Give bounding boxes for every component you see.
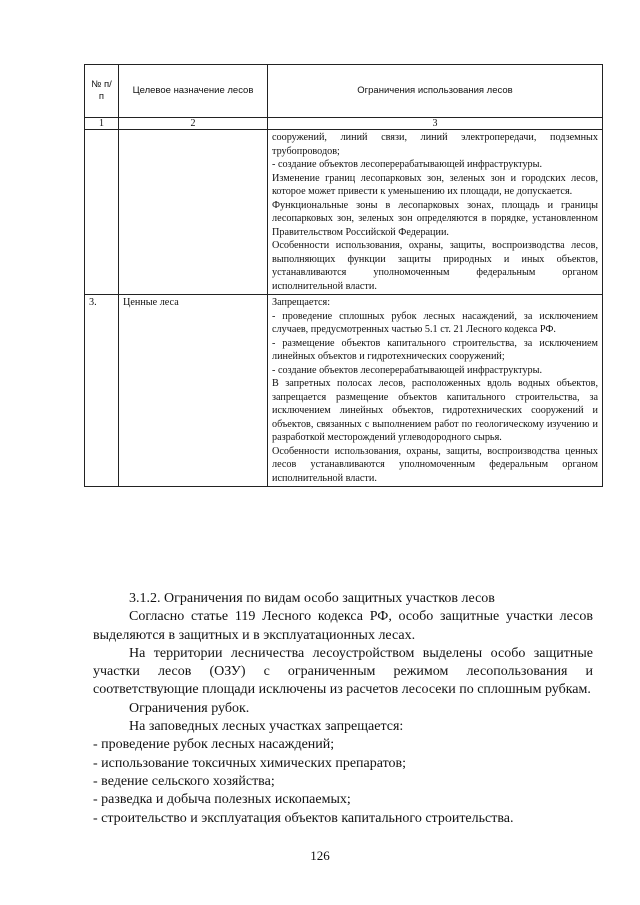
col-number: 1	[85, 118, 119, 130]
restriction-paragraph: Особенности использования, охраны, защиты, воспроизводства лесов, выполняющих функции защиты природных и иных объектов, устанавливаются уполномоченным федеральным органом исполнительной власти.	[272, 240, 598, 292]
page-number: 126	[310, 848, 330, 863]
restriction-paragraph: сооружений, линий связи, линий электропередачи, подземных трубопроводов;	[272, 132, 598, 157]
list-intro: На заповедных лесных участках запрещается:	[129, 719, 404, 735]
row-purpose: Ценные леса	[119, 295, 268, 487]
subheading: Ограничения рубок.	[129, 700, 250, 716]
restriction-paragraph: - размещение объектов капитального строительства, за исключением линейных объектов и гидротехнических сооружений;	[272, 337, 598, 362]
restriction-paragraph: - проведение сплошных рубок лесных насаждений, за исключением случаев, предусмотренных частью 5.1 ст. 21 Лесного кодекса РФ.	[272, 310, 598, 335]
row-restrictions	[268, 295, 603, 487]
header-num: № п/п	[85, 65, 119, 118]
list-item: - использование токсичных химических препаратов;	[93, 755, 407, 771]
header-restrictions: Ограничения использования лесов	[268, 65, 603, 118]
row-num	[85, 130, 119, 295]
list-item: - разведка и добыча полезных ископаемых;	[93, 792, 351, 808]
restriction-paragraph: Изменение границ лесопарковых зон, зеленых зон и городских лесов, которое может привести к уменьшению их площади, не допускается.	[272, 172, 598, 197]
restriction-paragraph: Функциональные зоны в лесопарковых зонах, площадь и границы лесопарковых зон, зеленых зон определяются в порядке, установленном Правительством Российской Федерации.	[272, 199, 598, 238]
col-number: 2	[119, 118, 268, 130]
restriction-paragraph: В запретных полосах лесов, расположенных вдоль водных объектов, запрещается размещение объектов капитального строительства, за исключением линейных объектов, гидротехнических сооружений и объектов, связанных с выполнением работ по геологическому изучению и разработкой месторождений углеводородного сырья.	[272, 378, 598, 443]
restriction-paragraph: - создание объектов лесоперерабатывающей инфраструктуры.	[272, 364, 543, 376]
table-row	[85, 295, 603, 487]
col-number: 3	[268, 118, 603, 130]
list-item: - проведение рубок лесных насаждений;	[93, 737, 335, 753]
body-text	[93, 590, 593, 828]
row-num: 3.	[85, 295, 119, 487]
row-purpose	[119, 130, 268, 295]
header-purpose: Целевое назначение лесов	[119, 65, 268, 118]
body-paragraph: Согласно статье 119 Лесного кодекса РФ, особо защитные участки лесов выделяются в защитных и в эксплуатационных лесах.	[93, 609, 593, 643]
restriction-paragraph: Запрещается:	[272, 297, 331, 308]
table-column-numbers-row	[85, 118, 603, 130]
row-restrictions	[268, 130, 603, 295]
table-row	[85, 130, 603, 295]
restriction-paragraph: - создание объектов лесоперерабатывающей инфраструктуры.	[272, 159, 543, 170]
section-heading: 3.1.2. Ограничения по видам особо защитных участков лесов	[129, 591, 495, 606]
restrictions-table	[84, 64, 603, 487]
list-item: - ведение сельского хозяйства;	[93, 773, 275, 789]
list-item: - строительство и эксплуатация объектов капитального строительства.	[93, 810, 514, 826]
restriction-paragraph: Особенности использования, охраны, защиты, воспроизводства ценных лесов устанавливаются уполномоченным федеральным органом исполнительной власти.	[272, 445, 598, 484]
body-paragraph: На территории лесничества лесоустройством выделены особо защитные участки лесов (ОЗУ) с ограниченным режимом лесопользования и соответствующие площади исключены из расчетов лесосеки по сплошным рубкам.	[93, 645, 593, 698]
table-header-row	[85, 65, 603, 118]
